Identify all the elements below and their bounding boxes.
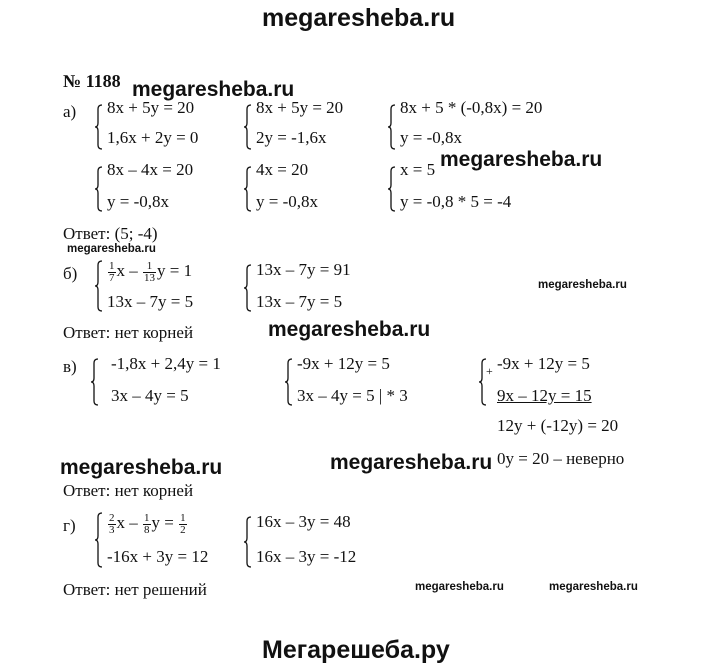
part-label-a: а) [63, 102, 77, 121]
equation: 3x – 4y = 5 [111, 386, 189, 405]
equation: 8x + 5y = 20 [256, 98, 344, 117]
equation-sum: 12y + (-12y) = 20 [497, 416, 619, 435]
watermark: megaresheba.ru [67, 243, 156, 255]
fraction: $\frac{1}{8}$ [144, 511, 150, 536]
equation: 13x – 7y = 91 [256, 260, 351, 279]
watermark: megaresheba.ru [268, 318, 431, 341]
watermark: megaresheba.ru [549, 581, 638, 593]
system-brace [94, 166, 103, 212]
equation: -9x + 12y = 5 [497, 354, 590, 373]
equation-with-fractions: $\frac{1}{7}$ x – $\frac{1}{13}$ y = 1 [109, 259, 193, 284]
watermark: megaresheba.ru [330, 451, 493, 474]
fraction: $\frac{1}{13}$ [144, 259, 155, 284]
fraction: $\frac{2}{3}$ [109, 511, 115, 536]
watermark: megaresheba.ru [538, 279, 627, 291]
fraction: $\frac{1}{2}$ [180, 511, 186, 536]
equation: 13x – 7y = 5 [256, 292, 343, 311]
equation: y = -0,8x [400, 128, 462, 147]
watermark: megaresheba.ru [415, 581, 504, 593]
equation: 13x – 7y = 5 [107, 292, 194, 311]
plus-sign: + [486, 364, 493, 378]
system-brace [94, 104, 103, 150]
part-label-b: б) [63, 264, 78, 283]
part-label-v: в) [63, 357, 77, 376]
system-brace [243, 166, 252, 212]
equation: 2y = -1,6x [256, 128, 327, 147]
site-footer: Мегарешеба.ру [262, 636, 450, 664]
answer-g: Ответ: нет решений [63, 580, 207, 599]
equation: 16x – 3y = 48 [256, 512, 351, 531]
equation: 3x – 4y = 5 | * 3 [297, 386, 408, 405]
part-label-g: г) [63, 516, 76, 535]
equation: 16x – 3y = -12 [256, 547, 357, 566]
system-brace [90, 358, 99, 406]
system-brace [94, 260, 103, 312]
equation: 8x + 5 * (-0,8x) = 20 [400, 98, 543, 117]
equation-with-fractions: $\frac{2}{3}$ x – $\frac{1}{8}$ y = $\frac{1}{2}$ [109, 511, 186, 536]
equation-result: 0y = 20 – неверно [497, 449, 625, 468]
answer-v: Ответ: нет корней [63, 481, 194, 500]
system-brace [243, 264, 252, 312]
equation: -9x + 12y = 5 [297, 354, 390, 373]
equation: 4x = 20 [256, 160, 309, 179]
equation: x = 5 [400, 160, 436, 179]
system-brace [387, 104, 396, 150]
answer-b: Ответ: нет корней [63, 323, 194, 342]
system-brace [94, 512, 103, 568]
equation: -1,8x + 2,4y = 1 [111, 354, 221, 373]
site-header: megaresheba.ru [262, 4, 456, 32]
watermark: megaresheba.ru [60, 456, 223, 479]
equation: y = -0,8 * 5 = -4 [400, 192, 512, 211]
equation: -16x + 3y = 12 [107, 547, 209, 566]
equation: 8x – 4x = 20 [107, 160, 194, 179]
answer-a: Ответ: (5; -4) [63, 224, 158, 243]
equation: y = -0,8x [107, 192, 169, 211]
fraction: $\frac{1}{7}$ [109, 259, 115, 284]
system-brace [243, 104, 252, 150]
system-brace [387, 166, 396, 212]
equation: 1,6x + 2y = 0 [107, 128, 199, 147]
system-brace [243, 516, 252, 568]
watermark: megaresheba.ru [132, 78, 295, 101]
watermark: megaresheba.ru [440, 148, 603, 171]
system-brace [284, 358, 293, 406]
equation: y = -0,8x [256, 192, 318, 211]
equation: 9x – 12y = 15 [497, 386, 592, 405]
equation: 8x + 5y = 20 [107, 98, 195, 117]
problem-number: № 1188 [63, 71, 121, 91]
